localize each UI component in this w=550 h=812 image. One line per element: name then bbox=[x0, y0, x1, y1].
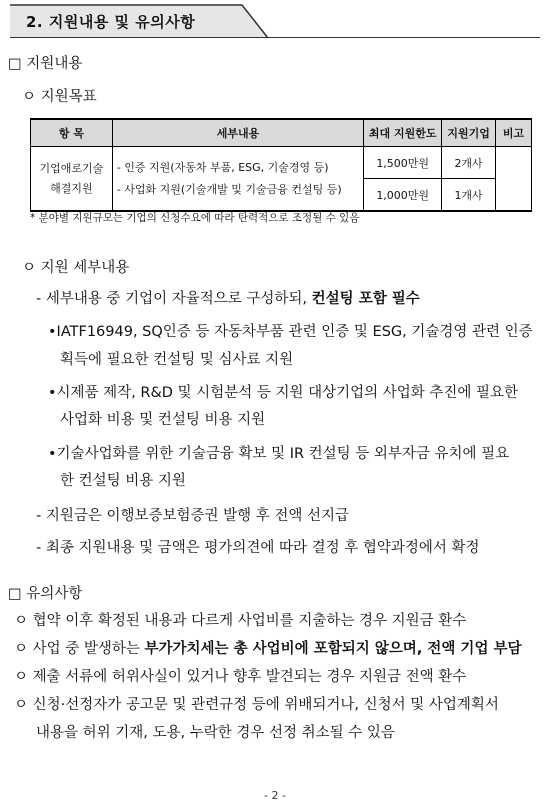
table-company-cell: 2개사 bbox=[442, 147, 496, 179]
table-details-cell bbox=[112, 147, 363, 212]
caution-item: ㅇ 협약 이후 확정된 내용과 다르게 사업비를 지출하는 경우 지원금 환수 bbox=[14, 613, 467, 629]
final-note: - 최종 지원내용 및 금액은 평가의견에 따라 결정 후 협약과정에서 확정 bbox=[36, 540, 480, 556]
section-header bbox=[10, 4, 270, 38]
bullet-item-3-line2: 한 컨설팅 비용 지원 bbox=[60, 473, 186, 489]
table-header-row bbox=[31, 119, 532, 147]
detail-intro bbox=[36, 289, 420, 309]
table-row bbox=[31, 147, 532, 179]
section-title: 2. 지원내용 및 유의사항 bbox=[26, 13, 196, 31]
table-header: 최대 지원한도 bbox=[364, 119, 442, 147]
section-divider bbox=[10, 37, 540, 38]
table-remarks-cell bbox=[496, 147, 532, 212]
table-category-cell bbox=[31, 147, 113, 212]
detail-line: - 인증 지원(자동차 부품, ESG, 기술경영 등) bbox=[116, 160, 329, 174]
support-heading: □ 지원내용 bbox=[8, 56, 83, 72]
caution-item-line1: ㅇ 신청·선정자가 공고문 및 관련규정 등에 위배되거나, 신청서 및 사업계획서 bbox=[14, 697, 499, 713]
bullet-item-1-line2: 획득에 필요한 컨설팅 및 심사료 지원 bbox=[60, 352, 294, 368]
category-line: 해결지원 bbox=[50, 181, 93, 195]
table-header: 세부내용 bbox=[112, 119, 363, 147]
caution-item: ㅇ 제출 서류에 허위사실이 있거나 향후 발견되는 경우 지원금 전액 환수 bbox=[14, 669, 467, 685]
table-limit-cell: 1,000만원 bbox=[364, 179, 442, 212]
category-line: 기업애로기술 bbox=[39, 161, 104, 175]
detail-line: - 사업화 지원(기술개발 및 기술금융 컨설팅 등) bbox=[116, 182, 342, 196]
bullet-item-2-line2: 사업화 비용 및 컨설팅 비용 지원 bbox=[60, 412, 266, 428]
cautions-heading: □ 유의사항 bbox=[8, 586, 83, 602]
table-header: 지원기업 bbox=[442, 119, 496, 147]
support-table bbox=[30, 118, 532, 212]
table-header: 항 목 bbox=[31, 119, 113, 147]
bullet-item-1-line1: •IATF16949, SQ인증 등 자동차부품 관련 인증 및 ESG, 기술경영 관련 인증 bbox=[48, 324, 533, 340]
page-number: - 2 - bbox=[264, 789, 286, 802]
table-limit-cell: 1,500만원 bbox=[364, 147, 442, 179]
bullet-item-3-line1: •기술사업화를 위한 기술금융 확보 및 IR 컨설팅 등 외부자금 유치에 필요 bbox=[48, 446, 510, 462]
detail-intro-bold: 컨설팅 포함 필수 bbox=[311, 291, 420, 307]
payment-note: - 지원금은 이행보증보험증권 발행 후 전액 선지급 bbox=[36, 508, 350, 524]
bullet-item-2-line1: •시제품 제작, R&D 및 시험분석 등 지원 대상기업의 사업화 추진에 필요한 bbox=[48, 385, 518, 401]
caution-bold: 부가가치세는 총 사업비에 포함되지 않으며, 전액 기업 부담 bbox=[144, 641, 522, 657]
detail-heading: ㅇ 지원 세부내용 bbox=[22, 260, 130, 276]
caution-item-line2: 내용을 허위 기재, 도용, 누락한 경우 선정 취소될 수 있음 bbox=[36, 725, 395, 741]
detail-intro-text: - 세부내용 중 기업이 자율적으로 구성하되, bbox=[36, 291, 312, 307]
caution-text: ㅇ 사업 중 발생하는 bbox=[14, 641, 145, 657]
table-header: 비고 bbox=[496, 119, 532, 147]
support-goal-heading: ㅇ 지원목표 bbox=[22, 89, 97, 105]
table-footnote: * 분야별 지원규모는 기업의 신청수요에 따라 탄력적으로 조정될 수 있음 bbox=[30, 212, 360, 224]
caution-item bbox=[14, 639, 522, 659]
table-company-cell: 1개사 bbox=[442, 179, 496, 212]
